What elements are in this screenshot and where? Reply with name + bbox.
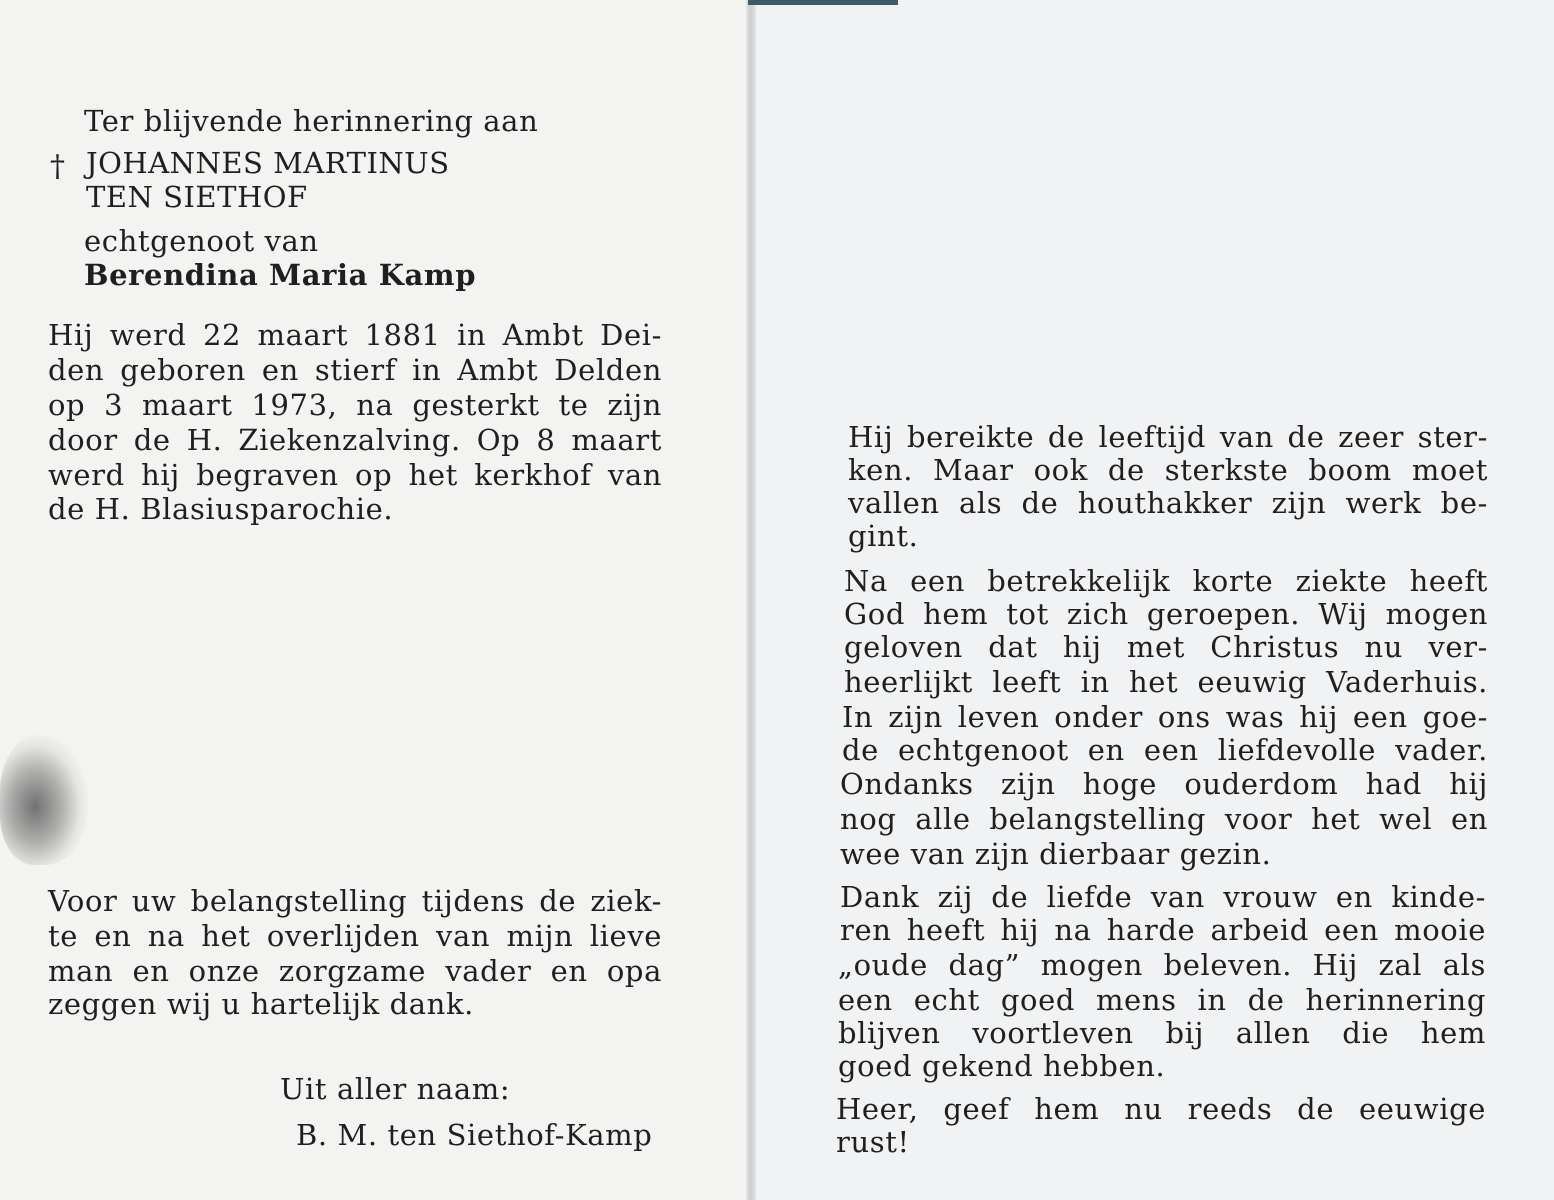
paragraph1-line: Hij bereikte de leeftijd van de zeer ster- <box>848 420 1488 454</box>
paragraph3-line: ren heeft hij na harde arbeid een mooie <box>840 913 1486 947</box>
paragraph3-line: „oude dag” mogen beleven. Hij zal als <box>838 948 1486 982</box>
bio-line: de H. Blasiusparochie. <box>48 492 394 526</box>
bio-line: Hij werd 22 maart 1881 in Ambt Dei- <box>48 318 662 352</box>
deceased-name-line1: JOHANNES MARTINUS <box>86 146 450 180</box>
paragraph3-line: goed gekend hebben. <box>838 1049 1166 1083</box>
paragraph4-line: Heer, geef hem nu reeds de eeuwige <box>836 1092 1486 1126</box>
spouse-intro: echtgenoot van <box>84 224 319 258</box>
paragraph3-line: een echt goed mens in de herinnering <box>838 983 1486 1017</box>
paragraph2-line: God hem tot zich geroepen. Wij mogen <box>844 597 1488 631</box>
thanks-line: te en na het overlijden van mijn lieve <box>48 919 662 953</box>
bio-line: door de H. Ziekenzalving. Op 8 maart <box>48 423 662 457</box>
paragraph3-line: blijven voortleven bij allen die hem <box>838 1016 1486 1050</box>
spouse-name: Berendina Maria Kamp <box>84 258 477 292</box>
paragraph2-line: Na een betrekkelijk korte ziekte heeft <box>844 564 1488 598</box>
deceased-name-line2: TEN SIETHOF <box>86 180 308 214</box>
thanks-line: zeggen wij u hartelijk dank. <box>48 987 474 1021</box>
paragraph2-line: In zijn leven onder ons was hij een goe- <box>842 700 1488 734</box>
card-fold <box>746 0 756 1200</box>
thanks-line: Voor uw belangstelling tijdens de ziek- <box>48 884 662 918</box>
signoff-name: B. M. ten Siethof-Kamp <box>296 1118 653 1152</box>
cross-icon: † <box>50 149 65 184</box>
bio-line: werd hij begraven op het kerkhof van <box>48 458 662 492</box>
bio-line: den geboren en stierf in Ambt Delden <box>48 353 662 387</box>
paragraph2-line: de echtgenoot en een liefdevolle vader. <box>842 733 1488 767</box>
paragraph1-line: vallen als de houthakker zijn werk be- <box>848 486 1488 520</box>
paragraph3-line: Dank zij de liefde van vrouw en kinde- <box>840 880 1486 914</box>
paragraph4-line: rust! <box>836 1125 910 1159</box>
paragraph2-line: geloven dat hij met Christus nu ver- <box>844 630 1488 664</box>
paragraph1-line: gint. <box>848 519 919 553</box>
paragraph2-line: Ondanks zijn hoge ouderdom had hij <box>840 767 1488 801</box>
paragraph2-line: nog alle belangstelling voor het wel en <box>840 802 1488 836</box>
paragraph1-line: ken. Maar ook de sterkste boom moet <box>848 453 1488 487</box>
paragraph2-line: wee van zijn dierbaar gezin. <box>840 837 1272 871</box>
fold-top-edge <box>748 0 898 5</box>
ink-smudge <box>0 735 88 865</box>
intro-line: Ter blijvende herinnering aan <box>84 104 539 138</box>
thanks-line: man en onze zorgzame vader en opa <box>48 954 662 988</box>
signoff-label: Uit aller naam: <box>280 1072 511 1106</box>
bio-line: op 3 maart 1973, na gesterkt te zijn <box>48 388 662 422</box>
paragraph2-line: heerlijkt leeft in het eeuwig Vaderhuis. <box>844 665 1488 699</box>
